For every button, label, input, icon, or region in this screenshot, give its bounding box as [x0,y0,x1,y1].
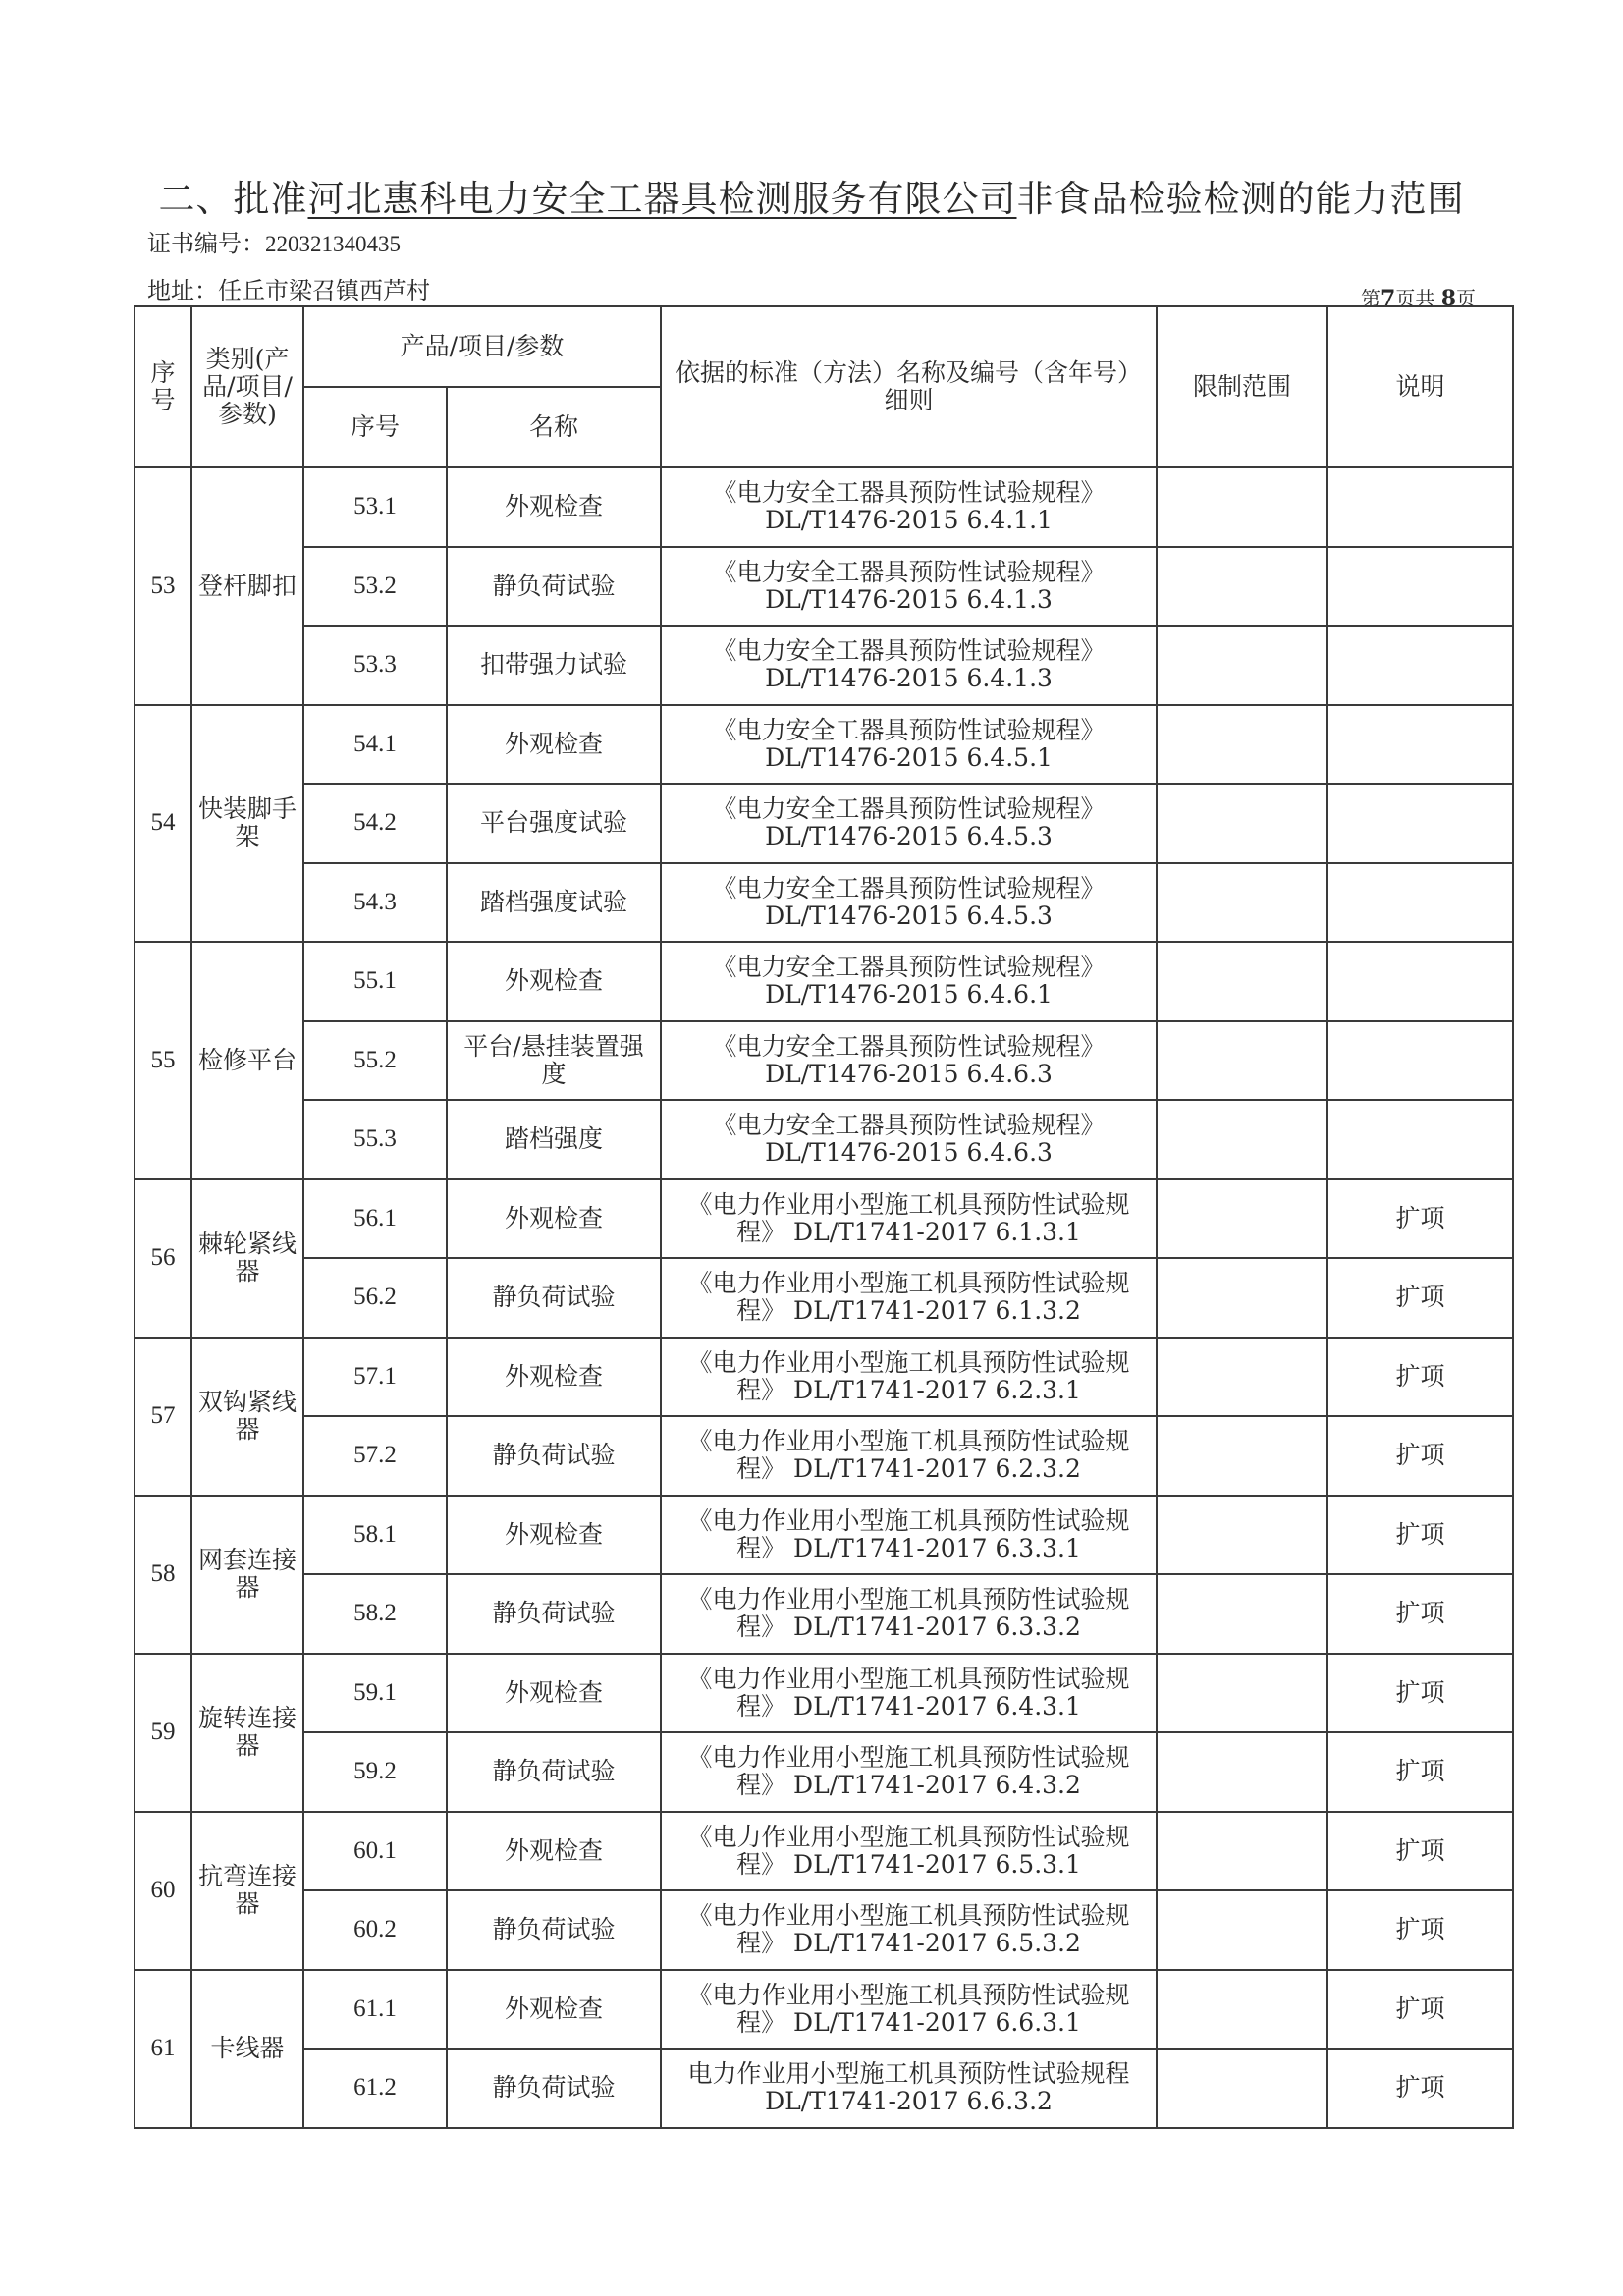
item-standard [661,1100,1157,1179]
standard-title: 《电力作业用小型施工机具预防性试验规 [687,1743,1130,1773]
standard-code: 程》 DL/T1741-2017 6.6.3.1 [736,2007,1081,2037]
page-prefix: 第 [1361,287,1381,310]
item-seq: 53.1 [303,467,447,547]
item-limit [1157,784,1327,863]
group-number: 60 [135,1812,191,1970]
item-remark [1327,467,1513,547]
group-category: 旋转连接器 [191,1654,303,1812]
item-seq: 59.1 [303,1654,447,1733]
item-seq: 54.2 [303,784,447,863]
standard-code: 程》 DL/T1741-2017 6.2.3.1 [736,1375,1081,1404]
item-standard [661,547,1157,627]
address-label: 地址： [147,277,218,304]
group-category: 登杆脚扣 [191,467,303,705]
item-limit [1157,705,1327,785]
item-name: 外观检查 [447,1654,661,1733]
address-value: 任丘市梁召镇西芦村 [218,277,430,304]
item-remark: 扩项 [1327,1732,1513,1812]
item-remark: 扩项 [1327,1574,1513,1654]
address [147,271,430,305]
standard-code: DL/T1476-2015 6.4.6.1 [765,980,1053,1010]
standard-title: 《电力安全工器具预防性试验规程》 [712,794,1106,824]
group-category: 卡线器 [191,1970,303,2128]
standard-code: DL/T1476-2015 6.4.1.1 [765,506,1053,535]
certificate-value: 220321340435 [265,232,401,256]
item-standard [661,467,1157,547]
item-remark: 扩项 [1327,1258,1513,1338]
table-row [135,1574,1513,1654]
standard-title: 《电力作业用小型施工机具预防性试验规 [687,1505,1130,1535]
item-limit [1157,1732,1327,1812]
item-remark: 扩项 [1327,1416,1513,1496]
item-standard [661,1021,1157,1101]
table-row [135,1812,1513,1891]
table-row [135,467,1513,547]
standard-code: DL/T1476-2015 6.4.1.3 [765,664,1053,693]
standard-title: 《电力安全工器具预防性试验规程》 [712,1111,1106,1140]
page-current: 7 [1380,286,1396,311]
item-remark: 扩项 [1327,1496,1513,1575]
standard-code: 程》 DL/T1741-2017 6.4.3.2 [736,1771,1081,1800]
standard-title: 电力作业用小型施工机具预防性试验规程 [687,2059,1130,2089]
item-seq: 54.1 [303,705,447,785]
group-number: 61 [135,1970,191,2128]
item-standard [661,705,1157,785]
item-seq: 53.3 [303,626,447,705]
header-limit: 限制范围 [1157,306,1327,467]
item-limit [1157,1970,1327,2050]
item-name: 静负荷试验 [447,1416,661,1496]
group-category: 检修平台 [191,942,303,1179]
item-name: 静负荷试验 [447,1732,661,1812]
item-seq: 56.1 [303,1179,447,1259]
header-seq: 序号 [135,306,191,467]
item-standard [661,1496,1157,1575]
item-standard [661,1574,1157,1654]
item-standard [661,1890,1157,1970]
item-limit [1157,1654,1327,1733]
table-row [135,2049,1513,2128]
item-name: 扣带强力试验 [447,626,661,705]
item-limit [1157,1021,1327,1101]
item-remark [1327,705,1513,785]
item-limit [1157,1100,1327,1179]
title-suffix: 非食品检验检测的能力范围 [1016,178,1465,220]
item-remark: 扩项 [1327,1179,1513,1259]
item-remark [1327,863,1513,943]
certificate-label: 证书编号： [147,230,265,257]
item-seq: 55.3 [303,1100,447,1179]
table-row [135,1179,1513,1259]
item-name: 外观检查 [447,1338,661,1417]
group-category: 棘轮紧线器 [191,1179,303,1338]
standard-code: DL/T1476-2015 6.4.6.3 [765,1059,1053,1088]
item-name: 踏档强度 [447,1100,661,1179]
item-name: 静负荷试验 [447,1574,661,1654]
header-remark: 说明 [1327,306,1513,467]
standard-title: 《电力作业用小型施工机具预防性试验规 [687,1269,1130,1298]
standard-title: 《电力安全工器具预防性试验规程》 [712,557,1106,586]
item-standard [661,1338,1157,1417]
item-limit [1157,1496,1327,1575]
page-suffix: 页 [1456,287,1476,310]
group-number: 53 [135,467,191,705]
item-name: 静负荷试验 [447,1258,661,1338]
table-row [135,1416,1513,1496]
item-standard [661,1812,1157,1891]
header-product-group: 产品/项目/参数 [303,306,661,387]
standard-title: 《电力安全工器具预防性试验规程》 [712,953,1106,982]
group-category: 快装脚手架 [191,705,303,943]
item-name: 外观检查 [447,467,661,547]
table-row [135,942,1513,1021]
item-limit [1157,2049,1327,2128]
standard-code: 程》 DL/T1741-2017 6.2.3.2 [736,1454,1081,1484]
item-standard [661,1258,1157,1338]
item-limit [1157,1338,1327,1417]
item-remark [1327,1021,1513,1101]
table-row [135,1732,1513,1812]
item-seq: 53.2 [303,547,447,627]
standard-title: 《电力作业用小型施工机具预防性试验规 [687,1901,1130,1931]
item-remark: 扩项 [1327,1970,1513,2050]
item-standard [661,626,1157,705]
standard-code: 程》 DL/T1741-2017 6.1.3.1 [736,1217,1081,1246]
standard-title: 《电力安全工器具预防性试验规程》 [712,478,1106,508]
item-remark [1327,784,1513,863]
page-middle: 页共 [1395,287,1441,310]
item-standard [661,2049,1157,2128]
group-number: 55 [135,942,191,1179]
item-limit [1157,467,1327,547]
standard-title: 《电力作业用小型施工机具预防性试验规 [687,1427,1130,1456]
item-remark [1327,1100,1513,1179]
item-limit [1157,626,1327,705]
header-category: 类别(产品/项目/参数) [191,306,303,467]
item-standard [661,863,1157,943]
standard-code: 程》 DL/T1741-2017 6.4.3.1 [736,1691,1081,1721]
group-number: 58 [135,1496,191,1654]
standard-code: 程》 DL/T1741-2017 6.1.3.2 [736,1296,1081,1326]
standard-title: 《电力作业用小型施工机具预防性试验规 [687,1822,1130,1851]
standard-code: 程》 DL/T1741-2017 6.5.3.2 [736,1929,1081,1958]
standard-title: 《电力作业用小型施工机具预防性试验规 [687,1585,1130,1614]
capability-table [134,305,1514,2129]
item-name: 平台强度试验 [447,784,661,863]
item-seq: 60.1 [303,1812,447,1891]
item-remark [1327,942,1513,1021]
item-limit [1157,1890,1327,1970]
standard-title: 《电力安全工器具预防性试验规程》 [712,1031,1106,1061]
standard-title: 《电力安全工器具预防性试验规程》 [712,715,1106,744]
standard-title: 《电力作业用小型施工机具预防性试验规 [687,1347,1130,1377]
item-remark: 扩项 [1327,1890,1513,1970]
table-row [135,1258,1513,1338]
standard-code: DL/T1476-2015 6.4.5.3 [765,822,1053,851]
group-category: 双钩紧线器 [191,1338,303,1496]
page-total: 8 [1440,286,1456,311]
item-standard [661,1970,1157,2050]
standard-title: 《电力作业用小型施工机具预防性试验规 [687,1980,1130,2009]
item-standard [661,1179,1157,1259]
table-row [135,1021,1513,1101]
item-standard [661,942,1157,1021]
page-title [0,169,1623,222]
item-limit [1157,1179,1327,1259]
table-row [135,626,1513,705]
item-seq: 61.2 [303,2049,447,2128]
group-number: 59 [135,1654,191,1812]
item-limit [1157,547,1327,627]
item-seq: 60.2 [303,1890,447,1970]
item-name: 外观检查 [447,942,661,1021]
table-row [135,784,1513,863]
item-seq: 61.1 [303,1970,447,2050]
item-seq: 59.2 [303,1732,447,1812]
group-number: 54 [135,705,191,943]
item-seq: 55.1 [303,942,447,1021]
header-standard: 依据的标准（方法）名称及编号（含年号）细则 [661,306,1157,467]
group-number: 57 [135,1338,191,1496]
table-row [135,1654,1513,1733]
standard-code: 程》 DL/T1741-2017 6.3.3.2 [736,1613,1081,1642]
item-remark: 扩项 [1327,1654,1513,1733]
table-row [135,547,1513,627]
standard-code: 程》 DL/T1741-2017 6.5.3.1 [736,1849,1081,1879]
standard-code: DL/T1476-2015 6.4.1.3 [765,584,1053,614]
table-row [135,863,1513,943]
table-row [135,1496,1513,1575]
standard-code: 程》 DL/T1741-2017 6.3.3.1 [736,1533,1081,1562]
item-limit [1157,1812,1327,1891]
item-limit [1157,863,1327,943]
standard-code: DL/T1741-2017 6.6.3.2 [765,2087,1053,2116]
table-row [135,1890,1513,1970]
item-seq: 54.3 [303,863,447,943]
table-row [135,1338,1513,1417]
table-row [135,1100,1513,1179]
item-name: 外观检查 [447,705,661,785]
item-name: 踏档强度试验 [447,863,661,943]
group-number: 56 [135,1179,191,1338]
item-remark [1327,626,1513,705]
item-name: 外观检查 [447,1496,661,1575]
group-category: 抗弯连接器 [191,1812,303,1970]
item-remark: 扩项 [1327,1812,1513,1891]
title-prefix: 二、批准 [158,178,308,220]
standard-title: 《电力作业用小型施工机具预防性试验规 [687,1189,1130,1219]
header-sub-seq: 序号 [303,387,447,467]
standard-title: 《电力作业用小型施工机具预防性试验规 [687,1664,1130,1693]
table-row [135,705,1513,785]
table-header [135,306,1513,467]
item-limit [1157,1258,1327,1338]
item-remark [1327,547,1513,627]
item-name: 静负荷试验 [447,1890,661,1970]
item-name: 外观检查 [447,1812,661,1891]
item-standard [661,1416,1157,1496]
standard-code: DL/T1476-2015 6.4.5.3 [765,901,1053,930]
item-limit [1157,1416,1327,1496]
table-body [135,467,1513,2128]
item-seq: 58.1 [303,1496,447,1575]
title-company: 河北惠科电力安全工器具检测服务有限公司 [307,178,1017,220]
item-name: 静负荷试验 [447,547,661,627]
item-seq: 57.1 [303,1338,447,1417]
table-row [135,1970,1513,2050]
item-limit [1157,942,1327,1021]
item-seq: 56.2 [303,1258,447,1338]
item-limit [1157,1574,1327,1654]
item-name: 外观检查 [447,1179,661,1259]
standard-title: 《电力安全工器具预防性试验规程》 [712,636,1106,666]
standard-code: DL/T1476-2015 6.4.6.3 [765,1138,1053,1168]
certificate-number [147,224,401,258]
item-seq: 57.2 [303,1416,447,1496]
item-seq: 55.2 [303,1021,447,1101]
item-standard [661,1732,1157,1812]
header-sub-name: 名称 [447,387,661,467]
standard-title: 《电力安全工器具预防性试验规程》 [712,873,1106,902]
item-standard [661,784,1157,863]
group-category: 网套连接器 [191,1496,303,1654]
item-standard [661,1654,1157,1733]
item-seq: 58.2 [303,1574,447,1654]
item-name: 静负荷试验 [447,2049,661,2128]
item-name: 平台/悬挂装置强度 [447,1021,661,1101]
item-name: 外观检查 [447,1970,661,2050]
item-remark: 扩项 [1327,1338,1513,1417]
standard-code: DL/T1476-2015 6.4.5.1 [765,742,1053,772]
item-remark: 扩项 [1327,2049,1513,2128]
